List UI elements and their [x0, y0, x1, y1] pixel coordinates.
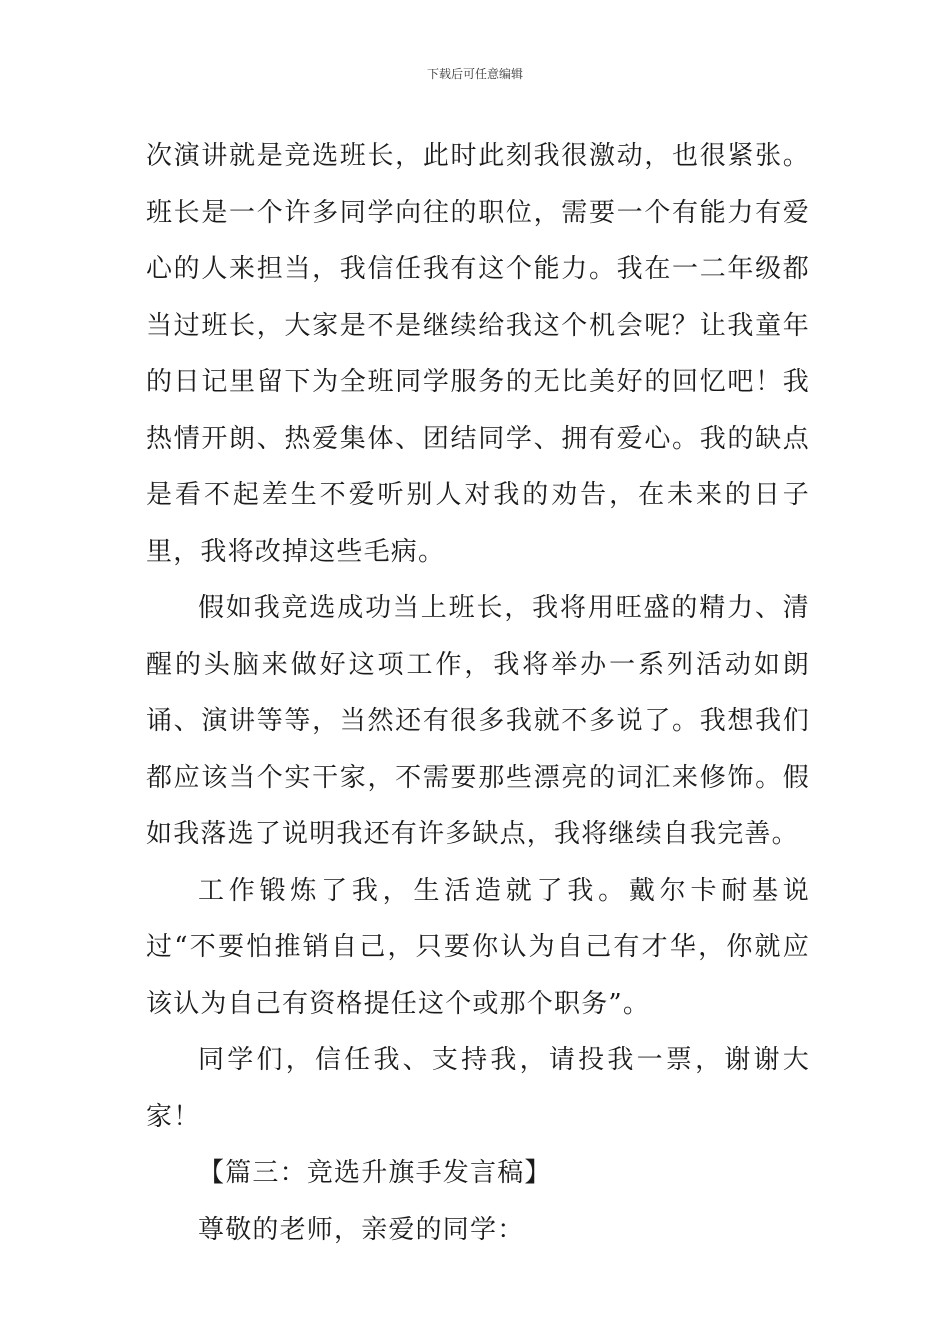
- paragraph-campaign-intro: 次演讲就是竞选班长，此时此刻我很激动，也很紧张。班长是一个许多同学向往的职位，需要一个有能力有爱心的人来担当，我信任我有这个能力。我在一二年级都当过班长，大家是不是继续给我这个机会呢？让我童年的日记里留下为全班同学服务的无比美好的回忆吧！我热情开朗、热爱集体、团结同学、拥有爱心。我的缺点是看不起差生不爱听别人对我的劝告，在未来的日子里，我将改掉这些毛病。: [146, 141, 810, 567]
- paragraph-carnegie-quote: 工作锻炼了我，生活造就了我。戴尔卡耐基说过“不要怕推销自己，只要你认为自己有才华，你就应该认为自己有资格提任这个或那个职务”。: [146, 875, 810, 1019]
- page-header-note: 下载后可任意编辑: [426, 67, 523, 81]
- section-heading: 【篇三：竞选升旗手发言稿】: [198, 1158, 552, 1188]
- paragraph-vote-request: 同学们，信任我、支持我，请投我一票，谢谢大家！: [146, 1045, 810, 1132]
- document-body: [146, 128, 810, 1258]
- paragraph-salutation: 尊敬的老师，亲爱的同学：: [198, 1214, 525, 1245]
- paragraph-if-elected: 假如我竞选成功当上班长，我将用旺盛的精力、清醒的头脑来做好这项工作，我将举办一系列活动如朗诵、演讲等等，当然还有很多我就不多说了。我想我们都应该当个实干家，不需要那些漂亮的词汇来修饰。假如我落选了说明我还有许多缺点，我将继续自我完善。: [146, 593, 810, 849]
